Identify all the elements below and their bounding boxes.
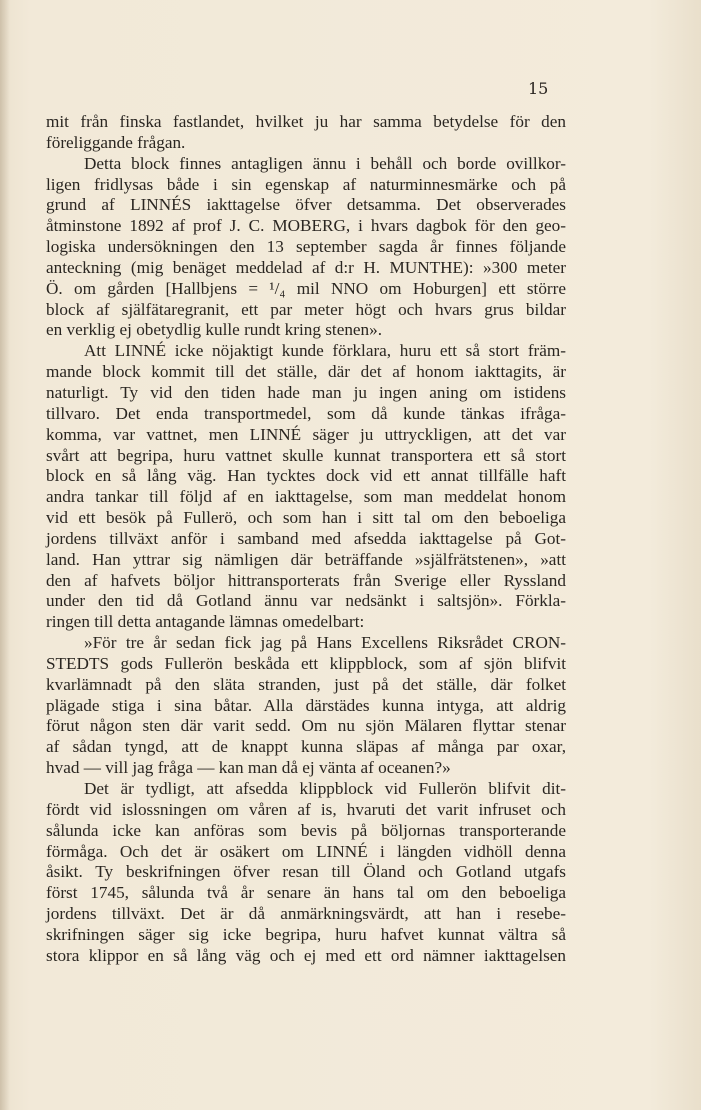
text-line: komma, var vattnet, men LINNÉ säger ju uttryckligen, att det var (46, 424, 566, 444)
text-line: grund af LINNÉS iakttagelse öfver detsamma. Det observerades (46, 195, 566, 215)
text-line: jordens tillväxt. Det är då anmärkningsvärdt, att han i resebe- (46, 904, 566, 924)
text-line: plägade stiga i sina båtar. Alla därstädes kunna intyga, att aldrig (46, 695, 566, 715)
text-line: af sådan tyngd, att de knappt kunna släpas af många par oxar, (46, 737, 566, 757)
text-line: under den tid då Gotland ännu var nedsänkt i saltsjön». Förkla- (46, 591, 566, 611)
text-line: åsikt. Ty beskrifningen öfver resan till Öland och Gotland utgafs (46, 862, 566, 882)
text-line: block af själfätaregranit, ett par meter högt och hvars grus bildar (46, 299, 566, 319)
page-gutter-shadow (0, 0, 10, 1110)
text-line: förut någon sten där varit sedd. Om nu sjön Mälaren flyttar stenar (46, 716, 566, 736)
text-line: hvad — vill jag fråga — kan man då ej vänta af oceanen?» (46, 758, 451, 778)
page-number: 15 (528, 79, 549, 98)
text-line: mande block kommit till det ställe, där det af honom iakttagits, är (46, 362, 566, 382)
text-line: först 1745, sålunda två år senare än hans tal om den beboeliga (46, 883, 566, 903)
text-line: block en så lång väg. Han tycktes dock vid ett annat tillfälle haft (46, 466, 566, 486)
text-line: »För tre år sedan fick jag på Hans Excellens Riksrådet CRON- (84, 633, 566, 653)
text-line: förmåga. Och det är osäkert om LINNÉ i längden vidhöll denna (46, 841, 566, 861)
text-line: den af hafvets böljor hittransporterats från Sverige eller Ryssland (46, 570, 566, 590)
text-line: andra tankar till följd af en iakttagelse, som man meddelat honom (46, 487, 566, 507)
text-line: Att LINNÉ icke nöjaktigt kunde förklara, huru ett så stort främ- (84, 341, 566, 361)
text-line: tillvaro. Det enda transportmedel, som då kunde tänkas ifråga- (46, 403, 566, 423)
text-line: kvarlämnadt på den släta stranden, just på det ställe, där folket (46, 674, 566, 694)
body-text (46, 112, 566, 967)
text-line: Det är tydligt, att afsedda klippblock vid Fullerön blifvit dit- (84, 779, 566, 798)
text-line: ringen till detta antagande lämnas omedelbart: (46, 612, 365, 632)
text-line: mit från finska fastlandet, hvilket ju har samma betydelse för den (46, 112, 566, 131)
text-line: Detta block finnes antagligen ännu i behåll och borde ovillkor- (84, 153, 566, 173)
text-line: vid ett besök på Fullerö, och som han i sitt tal om den beboeliga (46, 508, 566, 528)
text-line: STEDTS gods Fullerön beskåda ett klippblock, som af sjön blifvit (46, 653, 566, 673)
text-line: anteckning (mig benäget meddelad af d:r H. MUNTHE): »300 meter (46, 257, 566, 277)
text-line: stora klippor en så lång väg och ej med ett ord nämner iakttagelsen (46, 945, 566, 965)
text-line: skrifningen säger sig icke begripa, huru hafvet kunnat vältra så (46, 924, 566, 944)
text-line: jordens tillväxt anför i samband med afsedda iakttagelse på Got- (46, 528, 566, 548)
text-line: Ö. om gården [Hallbjens = ¹/₄ mil NNO om Hoburgen] ett större (46, 278, 566, 298)
text-line: ligen fridlysas både i sin egenskap af naturminnesmärke och på (46, 174, 566, 194)
text-line: fördt vid islossningen om våren af is, hvaruti det varit infruset och (46, 799, 566, 819)
text-line: naturligt. Ty vid den tiden hade man ju ingen aning om istidens (46, 382, 566, 402)
text-line: svårt att begripa, huru vattnet skulle kunnat transportera ett så stort (46, 445, 566, 465)
text-line: sålunda icke kan anföras som bevis på böljornas transporterande (46, 820, 566, 840)
text-line: land. Han yttrar sig nämligen där beträffande »själfrätstenen», »att (46, 549, 566, 569)
text-line: en verklig ej obetydlig kulle rundt kring stenen». (46, 320, 383, 340)
text-line: åtminstone 1892 af prof J. C. MOBERG, i hvars dagbok för den geo- (46, 216, 566, 236)
text-line: föreliggande frågan. (46, 132, 186, 152)
text-line: logiska undersökningen den 13 september sagda år finnes följande (46, 237, 566, 257)
